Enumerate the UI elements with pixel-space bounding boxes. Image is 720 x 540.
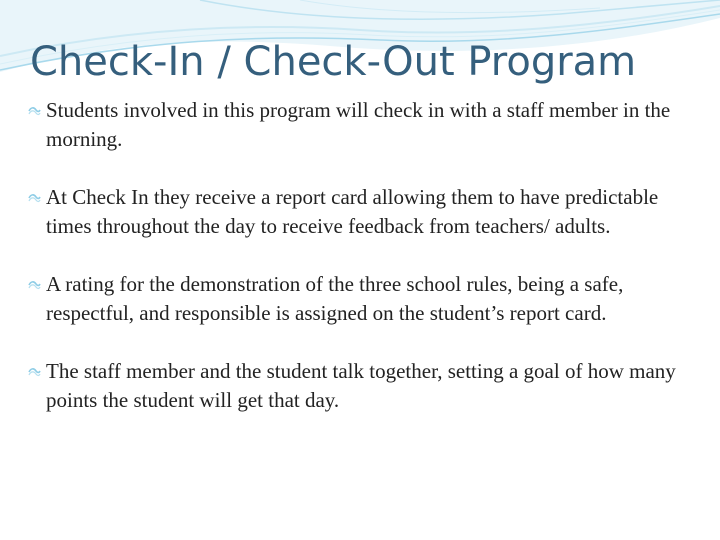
bullet-text: The staff member and the student talk together, setting a goal of how many points the student will get that day.: [46, 359, 676, 412]
wave-bullet-icon: [28, 105, 41, 116]
bullet-text: Students involved in this program will check in with a staff member in the morning.: [46, 98, 671, 151]
bullet-text: At Check In they receive a report card allowing them to have predictable times throughout the day to receive feedback from teachers/ adults.: [46, 185, 659, 238]
wave-bullet-icon: [28, 192, 41, 203]
bullet-list: [28, 96, 700, 444]
slide-title: Check-In / Check-Out Program: [30, 39, 637, 85]
wave-bullet-icon: [28, 279, 41, 290]
wave-bullet-icon: [28, 366, 41, 377]
list-item: [28, 270, 700, 328]
list-item: [28, 357, 700, 415]
list-item: [28, 96, 700, 154]
list-item: [28, 183, 700, 241]
bullet-text: A rating for the demonstration of the three school rules, being a safe, respectful, and responsible is assigned on the student’s report card.: [46, 272, 624, 325]
